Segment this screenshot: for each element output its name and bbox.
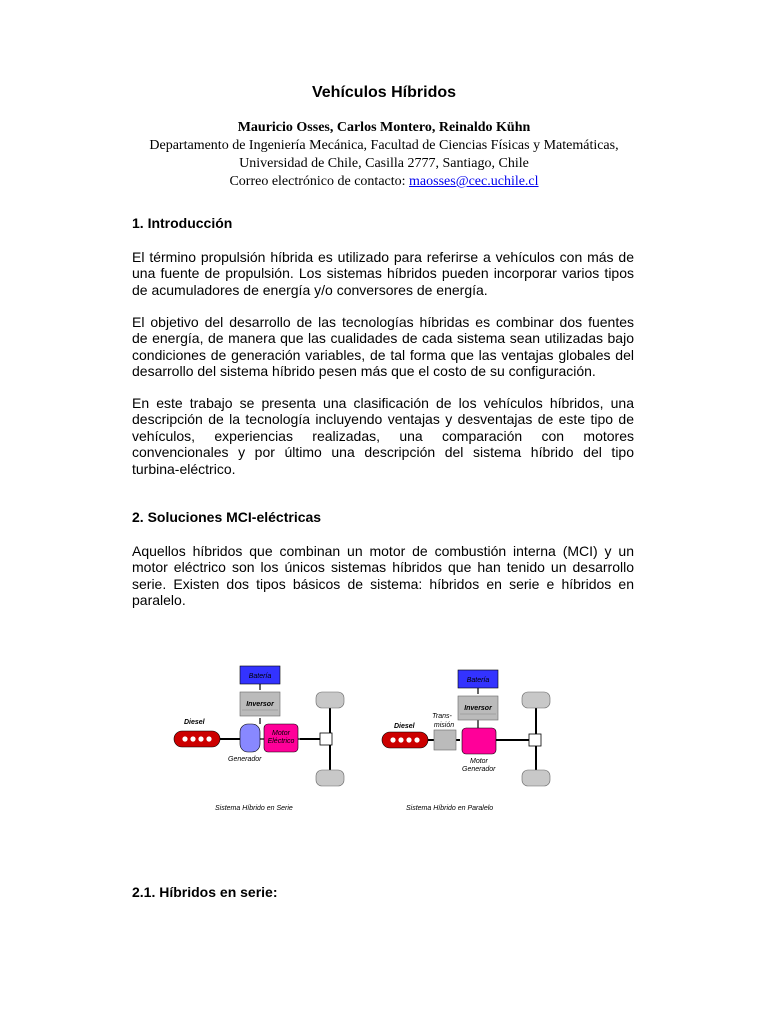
cylinder-dot	[390, 737, 395, 742]
paragraph-line: El término propulsión híbrida es utilizado para referirse a vehículos con más de	[132, 249, 634, 265]
serie-diagram	[174, 666, 344, 812]
paragraph-line: convencionales y por último una descripción del sistema híbrido del tipo	[132, 444, 634, 461]
transmission-box	[434, 730, 456, 750]
transmission-label-1: Trans-	[432, 713, 452, 720]
paralelo-diagram	[382, 670, 550, 812]
motor-label-2: Eléctrico	[267, 738, 295, 745]
battery-label: Batería	[248, 673, 272, 680]
motor-generator-label-2: Generador	[462, 766, 496, 773]
affiliation-line-2: Universidad de Chile, Casilla 2777, Santiago, Chile	[239, 156, 529, 171]
author-names: Mauricio Osses, Carlos Montero, Reinaldo Kühn	[237, 120, 531, 135]
motor-generator-label-1: Motor	[470, 758, 488, 765]
cylinder-dot	[182, 736, 187, 741]
hybrid-systems-figure	[160, 660, 580, 820]
paragraph-line: de energía, de manera que las cualidades de cada sistema sean utilizadas bajo	[132, 330, 634, 347]
diesel-engine	[382, 732, 428, 748]
paragraph-line: Aquellos híbridos que combinan un motor de combustión interna (MCI) y un	[132, 543, 634, 559]
paragraph-line: El objetivo del desarrollo de las tecnologías híbridas es combinar dos fuentes	[132, 314, 634, 330]
paragraph-line: motor eléctrico son los únicos sistemas híbridos que han tenido un desarrollo	[132, 559, 634, 576]
battery-label: Batería	[466, 677, 490, 684]
paragraph-line: En este trabajo se presenta una clasificación de los vehículos híbridos, una	[132, 395, 634, 411]
paragraph-line: paralelo.	[132, 592, 186, 609]
section-heading-hibridos-serie: 2.1. Híbridos en serie:	[132, 884, 278, 900]
motor-generator	[462, 728, 496, 754]
paragraph-intro-2	[132, 314, 634, 380]
paragraph-intro-3	[132, 395, 634, 477]
inverter-label: Inversor	[464, 705, 492, 712]
wheel-rear	[522, 770, 550, 786]
motor-label-1: Motor	[272, 730, 290, 737]
cylinder-dot	[198, 736, 203, 741]
generator	[240, 724, 260, 752]
differential	[529, 734, 541, 746]
wheel-front	[316, 692, 344, 708]
contact-email-link[interactable]: maosses@cec.uchile.cl	[409, 174, 539, 189]
diesel-engine	[174, 731, 220, 747]
paragraph-intro-1	[132, 249, 634, 298]
document-title: Vehículos Híbridos	[311, 84, 457, 101]
paragraph-line: vehículos, experiencias realizadas, una comparación con motores	[132, 427, 634, 444]
inverter-label: Inversor	[246, 701, 274, 708]
paragraph-line: desarrollo del sistema híbrido pesen más que el costo de su configuración.	[132, 363, 596, 380]
contact-label: Correo electrónico de contacto:	[229, 174, 406, 189]
paragraph-line: descripción de la tecnología incluyendo ventajas y desventajas de este tipo de	[132, 411, 634, 428]
section-heading-introduccion: 1. Introducción	[132, 215, 233, 231]
wheel-rear	[316, 770, 344, 786]
paragraph-line: turbina-eléctrico.	[132, 460, 236, 477]
serie-caption: Sistema Híbrido en Serie	[215, 805, 293, 812]
affiliation-line-1: Departamento de Ingeniería Mecánica, Facultad de Ciencias Físicas y Matemáticas,	[149, 138, 619, 153]
diesel-label: Diesel	[394, 723, 415, 730]
contact-line	[0, 173, 768, 191]
cylinder-dot	[406, 737, 411, 742]
wheel-front	[522, 692, 550, 708]
generator-label: Generador	[228, 756, 262, 763]
section-heading-mci: 2. Soluciones MCI-eléctricas	[132, 509, 322, 525]
cylinder-dot	[190, 736, 195, 741]
transmission-label-2: misión	[433, 722, 455, 729]
diesel-label: Diesel	[184, 719, 205, 726]
paragraph-line: serie. Existen dos tipos básicos de sistema: híbridos en serie e híbridos en	[132, 575, 634, 592]
paragraph-mci-1	[132, 543, 634, 609]
author-block	[0, 119, 768, 191]
paralelo-caption: Sistema Híbrido en Paralelo	[406, 805, 494, 812]
cylinder-dot	[398, 737, 403, 742]
paragraph-line: de acumuladores de energía y/o conversores de energía.	[132, 281, 488, 298]
cylinder-dot	[206, 736, 211, 741]
differential	[320, 733, 332, 745]
paragraph-line: una fuente de propulsión. Los sistemas híbridos pueden incorporar varios tipos	[132, 265, 634, 282]
paragraph-line: condiciones de generación variables, de tal forma que las ventajas globales del	[132, 346, 634, 363]
cylinder-dot	[414, 737, 419, 742]
